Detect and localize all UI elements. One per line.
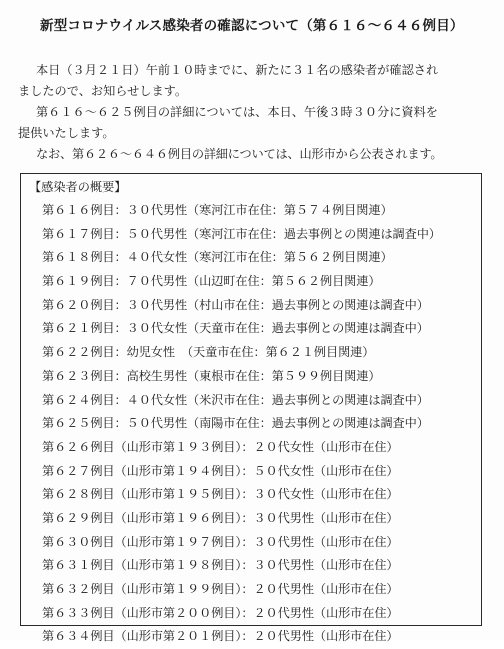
- case-row: 第６３０例目（山形市第１９７例目）：３０代男性（山形市在住）: [42, 534, 399, 549]
- paragraph-1-line-2: ましたので、お知らせします。: [18, 84, 188, 98]
- case-row: 第６１６例目：３０代男性（寒河江市在住：第５７４例目関連）: [42, 203, 393, 217]
- case-summary-box: [20, 173, 482, 644]
- case-row: 第６１８例目：４０代女性（寒河江市在住：第５６２例目関連）: [42, 250, 393, 265]
- case-list: [42, 199, 441, 649]
- document-title: 新型コロナウイルス感染者の確認について（第６１６～６４６例目）: [40, 18, 464, 34]
- case-row: 第６１７例目：５０代男性（寒河江市在住：過去事例との関連は調査中）: [42, 226, 441, 241]
- paragraph-2-line-2: 提供いたします。: [18, 126, 115, 140]
- case-row: 第６２５例目：５０代男性（南陽市在住：過去事例との関連は調査中）: [42, 416, 429, 431]
- case-row: 第６３２例目（山形市第１９９例目）：２０代男性（山形市在住）: [42, 582, 399, 596]
- case-row: 第６１９例目：７０代男性（山辺町在住：第５６２例目関連）: [42, 274, 381, 289]
- case-row: 第６２７例目（山形市第１９４例目）：５０代女性（山形市在住）: [42, 463, 399, 478]
- case-row: 第６２１例目：３０代女性（天童市在住：過去事例との関連は調査中）: [42, 321, 429, 336]
- case-row: 第６３４例目（山形市第２０１例目）：２０代男性（山形市在住）: [42, 629, 399, 644]
- paragraph-2-line-1: 第６１６～６２５例目の詳細については、本日、午後３時３０分に資料を: [36, 105, 438, 119]
- case-row: 第６２９例目（山形市第１９６例目）：３０代男性（山形市在住）: [42, 510, 399, 525]
- case-row: 第６２０例目：３０代男性（村山市在住：過去事例との関連は調査中）: [42, 297, 429, 312]
- case-row: 第６２６例目（山形市第１９３例目）：２０代女性（山形市在住）: [42, 439, 399, 454]
- case-row: 第６３１例目（山形市第１９８例目）：３０代男性（山形市在住）: [42, 558, 399, 573]
- case-row: 第６２２例目：幼児女性 （天童市在住：第６２１例目関連）: [42, 345, 375, 360]
- case-row: 第６２３例目：高校生男性（東根市在住：第５９９例目関連）: [42, 368, 381, 383]
- case-row: 第６２４例目：４０代女性（米沢市在住：過去事例との関連は調査中）: [42, 392, 429, 407]
- case-row: 第６２８例目（山形市第１９５例目）：３０代女性（山形市在住）: [42, 487, 399, 502]
- case-row: 第６３３例目（山形市第２００例目）：２０代男性（山形市在住）: [42, 605, 399, 620]
- paragraph-3: なお、第６２６～６４６例目の詳細については、山形市から公表されます。: [36, 147, 443, 161]
- case-summary-header: 【感染者の概要】: [29, 180, 127, 194]
- paragraph-1-line-1: 本日（３月２１日）午前１０時までに、新たに３１名の感染者が確認され: [36, 63, 439, 77]
